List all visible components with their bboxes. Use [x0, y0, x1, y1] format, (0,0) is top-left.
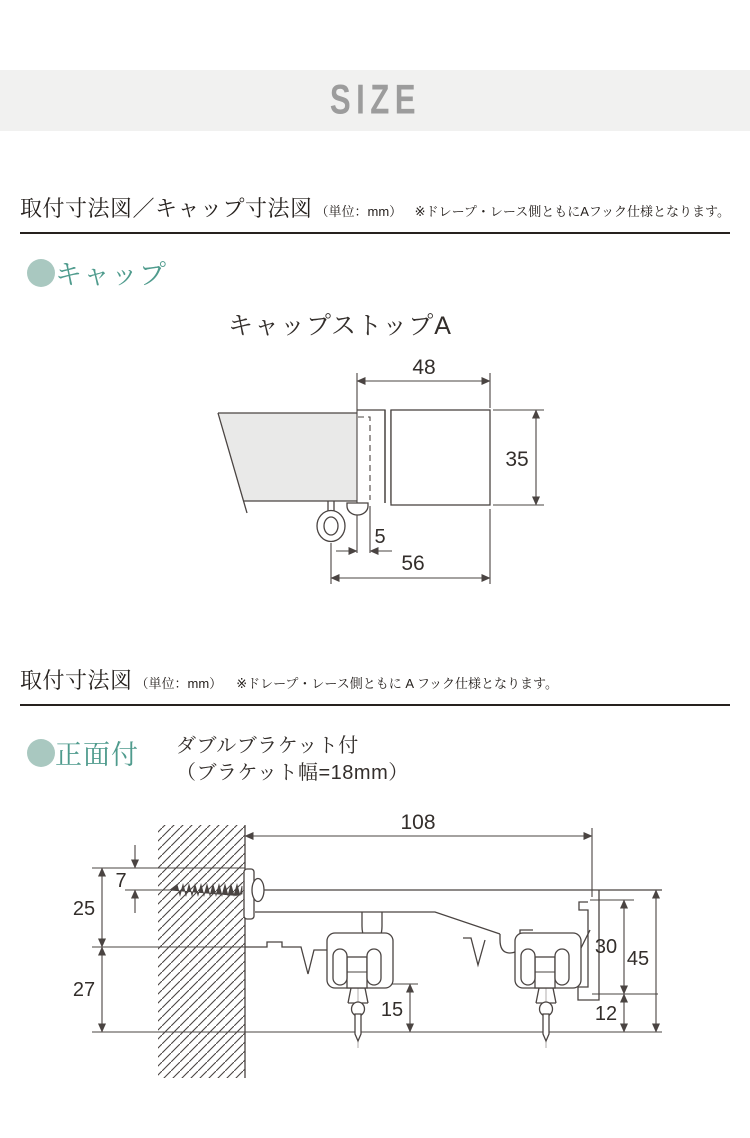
dim-bottom-height: 12 [594, 1003, 618, 1025]
dim-lower-height: 27 [72, 979, 96, 1001]
roller-carrier-right [515, 933, 581, 1048]
cap-heading [27, 253, 167, 292]
front-mount-heading-label: 正面付 [55, 740, 139, 770]
bullet-circle-icon [27, 739, 55, 767]
dim-cap-width: 48 [412, 356, 436, 379]
dim-cap-height: 35 [505, 448, 529, 471]
dim-lip-width: 5 [374, 526, 386, 548]
dim-total-width: 108 [400, 811, 436, 834]
section1-unit: （単位：mm） [315, 204, 403, 219]
dim-total-length: 56 [401, 552, 425, 575]
cap-tab [347, 503, 368, 515]
section1-note: ※ドレープ・レース側ともにAフック仕様となります。 [414, 204, 730, 219]
size-banner-title: SIZE [329, 76, 421, 124]
dim-front-height: 30 [594, 936, 618, 958]
dim-overall-height: 45 [626, 948, 650, 970]
mount-diagram [0, 806, 750, 1106]
dim-screw-offset: 7 [115, 870, 127, 892]
cap-stop-diagram [0, 352, 750, 602]
bracket-subtitle-line1: ダブルブラケット付 [176, 735, 359, 757]
screw-head [252, 879, 264, 902]
section2-unit: （単位：mm） [135, 676, 223, 691]
bracket-subtitle-line2: （ブラケット幅=18mm） [176, 762, 409, 784]
runner-ring [317, 501, 345, 542]
section2-title: 取付寸法図 [20, 668, 133, 693]
section2-header [20, 664, 730, 706]
bracket-subtitle [176, 733, 409, 787]
cap-stop-body [347, 410, 490, 515]
dim-upper-height: 25 [72, 898, 96, 920]
wall-section [158, 825, 245, 1078]
bullet-circle-icon [27, 259, 55, 287]
section2-note: ※ドレープ・レース側ともに A フック仕様となります。 [236, 676, 559, 691]
cap-diagram-title: キャップストップA [228, 312, 452, 340]
section1-title: 取付寸法図／キャップ寸法図 [20, 196, 313, 221]
rail-body [218, 413, 357, 513]
cap-heading-label: キャップ [55, 260, 167, 290]
dim-hook-drop: 15 [380, 999, 404, 1021]
size-banner [0, 70, 750, 131]
section1-header [20, 192, 730, 234]
front-mount-heading [27, 733, 139, 772]
roller-carrier-left [327, 933, 393, 1048]
